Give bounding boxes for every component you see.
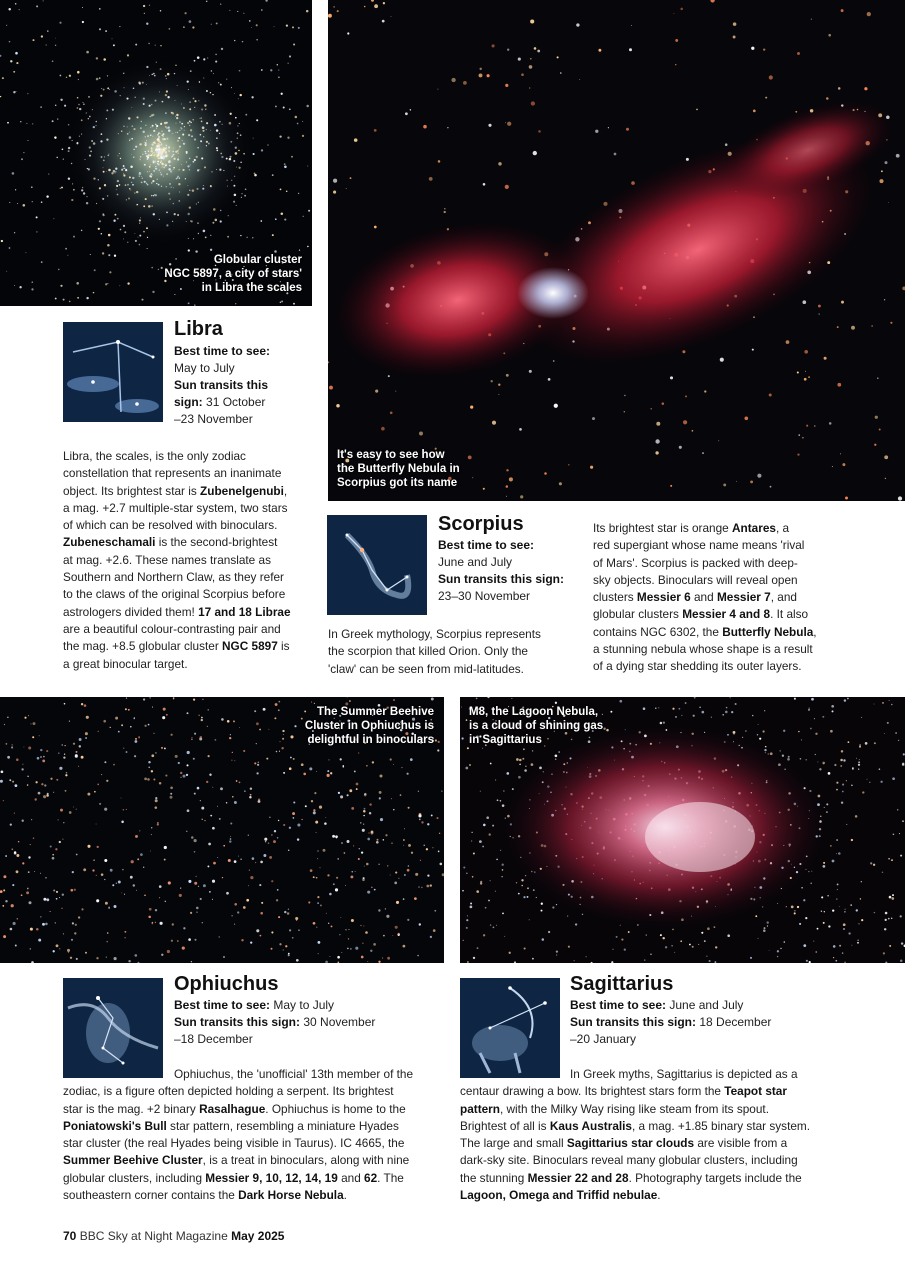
sagittarius-constellation-image [460,978,560,1078]
libra-body: Libra, the scales, is the only zodiac constellation that represents an inanimate object. Its brightest star is Zubenelgenubi, a mag. +2.7 multiple-star system, two stars of which can be resolved with binoculars. Zubeneschamali is the second-brightest at mag. +2.6. These names translate as Southern and Northern Claw, as they refer to the claws of the original Scorpius before astrologers divided them! 17 and 18 Librae are a beautiful colour-contrasting pair and the mag. +8.5 globular cluster NGC 5897 is a great binocular target. [63,449,291,671]
scorpius-body-col2: Its brightest star is orange Antares, a red supergiant whose name means 'rival of Mars'. Scorpius is packed with deep- sky objects. Binoculars will reveal open clusters Messier 6 and Messier 7, and globular clusters Messier 4 and 8. It also contains NGC 6302, the Butterfly Nebula, a stunning nebula whose shape is a result of a dying star shedding its outer layers. [593,521,817,674]
sagittarius-heading: Sagittarius [570,973,674,995]
libra-heading: Libra [174,318,223,340]
page-footer [63,1229,284,1243]
butterfly-nebula-photo [328,0,905,501]
ophiuchus-constellation-image [63,978,163,1078]
summer-beehive-photo [0,697,444,963]
libra-meta: Best time to see: May to July Sun transits this sign: 31 October –23 November [174,344,271,426]
globular-cluster-photo [0,0,312,306]
beehive-caption: The Summer Beehive Cluster in Ophiuchus is delightful in binoculars [304,706,434,746]
sagittarius-body: In Greek myths, Sagittarius is depicted as a centaur drawing a bow. Its brightest stars form the Teapot star pattern, with the Milky Way rising like steam from its spout. Brightest of all is Kaus Australis, a mag. +1.85 binary star system. The large and small Sagittarius star clouds are visible from a dark-sky site. Binoculars reveal many globular clusters, including the stunning Messier 22 and 28. Photography targets include the Lagoon, Omega and Triffid nebulae. [460,1067,811,1203]
lagoon-nebula-photo [460,697,905,963]
scorpius-body-col1: In Greek mythology, Scorpius represents the scorpion that killed Orion. Only the 'claw' can be seen from mid-latitudes. [328,627,541,676]
scorpius-heading: Scorpius [438,513,524,535]
magazine-name: BBC Sky at Night Magazine [76,1229,232,1243]
lagoon-caption: M8, the Lagoon Nebula, is a cloud of shining gas in Sagittarius [469,706,604,746]
libra-constellation-image [63,322,163,422]
libra-cluster-caption: Globular cluster NGC 5897, a city of stars' in Libra the scales [164,254,302,294]
ophiuchus-meta: Best time to see: May to July Sun transits this sign: 30 November –18 December [174,998,376,1046]
sagittarius-meta: Best time to see: June and July Sun transits this sign: 18 December –20 January [570,998,772,1046]
scorpius-constellation-image [327,515,427,615]
page-number: 70 [63,1229,77,1243]
butterfly-caption: It's easy to see how the Butterfly Nebula in Scorpius got its name [337,449,460,489]
scorpius-meta: Best time to see: June and July Sun transits this sign: 23–30 November [438,538,565,603]
issue-date: May 2025 [231,1229,285,1243]
ophiuchus-body: Ophiuchus, the 'unofficial' 13th member of the zodiac, is a figure often depicted holding a serpent. Its brightest star is the mag. +2 binary Rasalhague. Ophiuchus is home to the Poniatowski's Bull star pattern, resembling a miniature Hyades star cluster (the real Hyades being visible in Taurus). IC 4665, the Summer Beehive Cluster, is a treat in binoculars, along with nine globular clusters, including Messier 9, 10, 12, 14, 19 and 62. The southeastern corner contains the Dark Horse Nebula. [63,1067,414,1203]
ophiuchus-heading: Ophiuchus [174,973,279,995]
